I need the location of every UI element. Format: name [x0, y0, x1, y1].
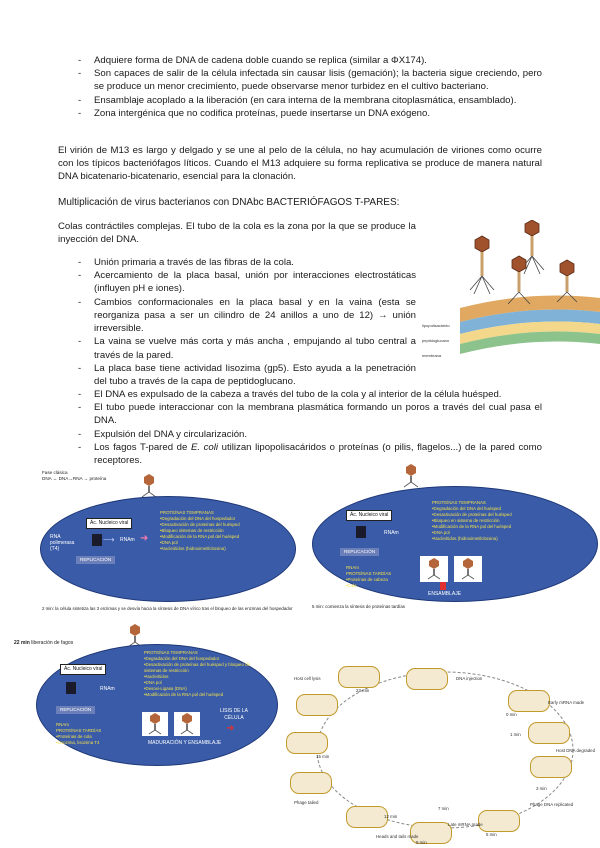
late-line: •Proteínas de cabeza — [346, 576, 388, 582]
membrane-label: membrana — [422, 353, 442, 358]
list-item: - La vaina se vuelve más corta y más ancha , empujando al tubo central a través de la pared. — [76, 335, 416, 361]
diagram1-arrow: ⟶ — [103, 535, 115, 544]
phage-icon — [458, 558, 478, 580]
diagram3-lysis-arrow: ➜ — [226, 723, 235, 734]
left-label-line: polimerasa — [50, 540, 75, 546]
time-label: 22 min — [14, 640, 30, 646]
diagram1-corner-note — [42, 470, 106, 481]
diagram2-nucleic-box: Ác. Nucleico viral — [346, 510, 392, 521]
protein-line: •Bloqueo sistemas de restricción — [160, 527, 224, 533]
cycle-cell — [290, 772, 332, 794]
membrane-layers — [460, 296, 600, 354]
list-item — [76, 441, 542, 467]
diagram2-caption: 5 min: comienza la síntesis de proteínas tardías — [312, 604, 405, 609]
late-line: PROTEÍNAS TARDÍAS — [346, 570, 392, 576]
cycle-step: 22 min — [356, 688, 370, 693]
diagram1-nucleic-box: Ác. Nucleico viral — [86, 518, 132, 529]
phage-left — [470, 236, 494, 294]
diagram2-rnam: RNAm — [384, 530, 399, 536]
list-item: - Expulsión del DNA y circularización. — [76, 428, 542, 441]
cycle-step: 7 min — [438, 806, 449, 811]
diagram2-replication: REPLICACIÓN — [340, 548, 379, 556]
protein-line: •Desactivación de proteínas del huésped y bloqueo de sistemas de restricción — [144, 661, 251, 673]
phage-membrane-figure — [420, 220, 600, 370]
protein-line: •Desactivación de proteínas del huésped — [160, 521, 240, 527]
cycle-step: 9 min — [416, 840, 427, 845]
cycle-step: 3 min — [536, 786, 547, 791]
diagram1-rnam: RNAm — [120, 537, 135, 543]
paragraph-colas: Colas contráctiles complejas. El tubo de la cola es la zona por la que se produce la inyección del DNA. — [58, 221, 416, 246]
diagram1-proteins — [160, 510, 270, 552]
cycle-cell — [286, 732, 328, 754]
protein-line: •Nucleótidos (hidroximetilcitosina) — [160, 545, 226, 551]
protein-line: •Nucleótidos (hidroximetilcitosina) — [432, 535, 498, 541]
diagram3-maturation: MADURACIÓN Y ENSAMBLAJE — [148, 740, 222, 746]
protein-line: •Desoxi-Ligasa (DNA) — [144, 685, 187, 691]
cycle-step: 12 min — [384, 814, 398, 819]
protein-line: •Degradación del DNA del hospedador — [160, 515, 236, 521]
cycle-step: Early mRNA made — [548, 700, 585, 705]
late-line: •Lisozima, lisozima T4 — [56, 739, 100, 745]
diagram2-late — [346, 565, 416, 589]
diagram3-dna-block — [66, 682, 76, 694]
list-item: - El DNA es expulsado de la cabeza a través del tubo de la cola y al interior de la célula huésped. — [76, 388, 542, 401]
diagram1-left-label — [50, 534, 74, 552]
protein-line: •Degradación del DNA del huésped — [432, 505, 501, 511]
protein-line: •Degradación del DNA del hospedador — [144, 655, 220, 661]
list-item: - El tubo puede interaccionar con la membrana plasmática formando un poros a través del cual pasa el DNA. — [76, 401, 542, 427]
species-name: E. coli — [190, 441, 219, 453]
bullet-list-tpares — [76, 256, 416, 388]
phage-icon — [400, 464, 422, 488]
diagram3-replication: REPLICACIÓN — [56, 706, 95, 714]
protein-line: •Nucleótidos — [144, 673, 169, 679]
diagram3-proteins — [144, 650, 262, 698]
cycle-step: 15 min — [316, 754, 330, 759]
protein-line: •DNA pol — [432, 529, 450, 535]
diagram3-nucleic-box: Ác. Nucleico viral — [60, 664, 106, 675]
cycle-cell — [528, 722, 570, 744]
cycle-step: Host cell lysis — [294, 676, 321, 681]
cycle-cell — [530, 756, 572, 778]
phage-icon — [424, 558, 444, 580]
bullet-list-top — [76, 54, 542, 120]
corner-note-line: DNA ↔ DNA→RNA → proteína — [42, 475, 107, 481]
cycle-step: Heads and tails made — [376, 834, 419, 839]
cycle-cell — [406, 668, 448, 690]
cycle-step: 5 min — [486, 832, 497, 837]
cycle-step: 0 min — [506, 712, 517, 717]
phage-icon — [177, 713, 197, 735]
protein-line: PROTEÍNAS TEMPRANAS — [144, 650, 198, 655]
membrane-label: peptidoglucano — [422, 338, 450, 343]
diagram2-assembly-arrow — [440, 582, 446, 590]
late-line: RNAm — [56, 722, 69, 727]
cycle-cell — [346, 806, 388, 828]
protein-line: •Bloqueo en sistema de restricción — [432, 517, 500, 523]
late-line: •Cola — [346, 582, 357, 588]
protein-line: PROTEÍNAS TEMPRANAS — [432, 500, 486, 505]
protein-line: •Modificación de la RNA pol del huésped — [144, 691, 224, 697]
list-item: - Ensamblaje acoplado a la liberación (en cara interna de la membrana citoplasmática, ensamblado). — [76, 94, 542, 107]
diagram2-proteins — [432, 500, 552, 542]
protein-line: PROTEÍNAS TEMPRANAS — [160, 510, 214, 515]
time-sub-label: liberación de fagos — [31, 640, 74, 646]
list-item: - Cambios conformacionales en la placa basal y en la vaina (esta se reorganiza pasa a ser un cilindro de 24 anillos a uno de 12) → unión irreversible. — [76, 296, 416, 336]
list-item: - La placa base tiene actividad lisozima (gp5). Esto ayuda a la penetración del tubo a través de la capa de peptidoglucano. — [76, 362, 416, 388]
cycle-cell — [508, 690, 550, 712]
cycle-step: Late mRNA made — [448, 822, 483, 827]
list-item: - Son capaces de salir de la célula infectada sin causar lisis (gemación); la bacteria sigue creciendo, pero se produce un menor crecimiento, puede observarse menor turbidez en el cultivo bacteriano. — [76, 67, 542, 93]
phage-icon — [145, 713, 165, 735]
protein-line: •DNA pol — [160, 539, 178, 545]
section-heading: Multiplicación de virus bacterianos con DNAbc BACTERIÓFAGOS T-PARES: — [58, 197, 400, 208]
late-line: PROTEÍNAS TARDÍAS — [56, 727, 102, 733]
diagram1-pink-arrow: ➜ — [140, 533, 149, 544]
receptor-text-b: utilizan lipopolisacáridos o proteínas (o pilis, flagelos...) de la pared como receptores. — [94, 441, 542, 467]
cycle-cell — [478, 810, 520, 832]
membrane-label: lipopolisacárido — [422, 323, 450, 328]
phage-icon — [138, 474, 160, 498]
receptor-text-a: Los fagos T-pared de — [94, 441, 191, 453]
diagram1-caption: 2 min: la célula sintetiza las 3 enzimas y se desvía hacia la síntesis de DNA vírico tras el bloqueo de las enzimas del hospedador — [42, 606, 293, 611]
list-item: - Zona intergénica que no codifica proteínas, puede insertarse un DNA exógeno. — [76, 107, 542, 120]
diagram1-replication: REPLICACIÓN — [76, 556, 115, 564]
cycle-step: Host DNA degraded — [556, 748, 596, 753]
late-line: •Proteínas de cola — [56, 733, 92, 739]
list-item: - Adquiere forma de DNA de cadena doble cuando se replica (similar a ΦX174). — [76, 54, 542, 67]
late-line: RNAm — [346, 565, 359, 570]
diagram3-time — [14, 640, 73, 646]
diagram3-late — [56, 722, 146, 746]
diagram3-rnam: RNAm — [100, 686, 115, 692]
diagram1-dna-block — [92, 534, 102, 546]
bullet-list-tpares-wide — [76, 388, 542, 467]
protein-line: •Modificación de la RNA pol del huésped — [160, 533, 240, 539]
cycle-step: Phage DNA replicated — [530, 802, 574, 807]
cycle-step: 1 min — [510, 732, 521, 737]
protein-line: •Modificación de la RNA pol del huésped — [432, 523, 512, 529]
diagram2-assembly: ENSAMBLAJE — [428, 591, 462, 597]
cycle-step: DNA injection — [456, 676, 483, 681]
left-label-line: (T4) — [50, 546, 60, 552]
list-item: - Unión primaria a través de las fibras de la cola. — [76, 256, 416, 269]
protein-line: •Desactivación de proteínas del huésped — [432, 511, 512, 517]
left-label-line: RNA — [50, 534, 61, 540]
corner-note-line: Fase clásica — [42, 470, 68, 475]
cycle-cell — [296, 694, 338, 716]
paragraph-m13: El virión de M13 es largo y delgado y se une al pelo de la célula, no hay acumulación de viriones como ocurre con los típicos bacteriófagos líticos. Cuando el M13 adquiere su forma replicativa se produce de manera natural DNA bicatenario-bicatenario, esencial para la clonación. — [58, 145, 542, 183]
diagram3-lysis: LISIS DE LA CÉLULA — [219, 708, 249, 721]
protein-line: •DNA pol — [144, 679, 162, 685]
cycle-cell — [338, 666, 380, 688]
diagram2-dna-block — [356, 526, 366, 538]
list-item: - Acercamiento de la placa basal, unión por interacciones electrostáticas (influyen pH e iones). — [76, 269, 416, 295]
cycle-step: Phage tailed — [294, 800, 319, 805]
